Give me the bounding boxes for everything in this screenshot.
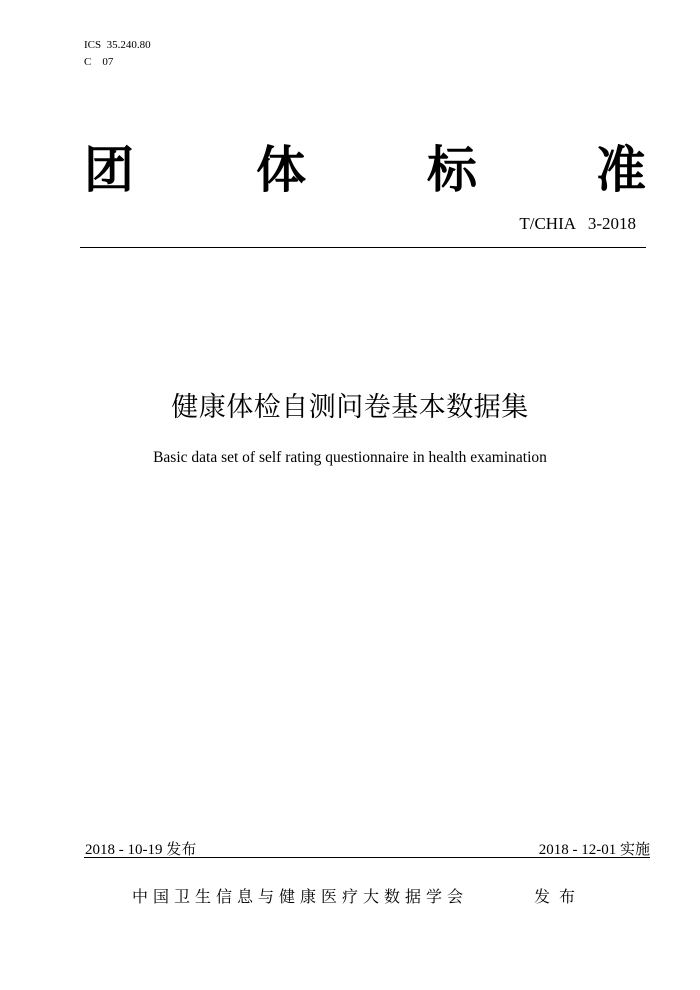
issue-label: 发布 xyxy=(534,887,585,906)
standard-type-char-2: 体 xyxy=(256,141,306,199)
standard-type-char-4: 准 xyxy=(596,141,646,199)
document-title-chinese: 健康体检自测问卷基本数据集 xyxy=(171,392,529,423)
standard-number: T/CHIA 3-2018 xyxy=(519,214,636,233)
classification-block xyxy=(84,37,151,71)
publisher-name: 中国卫生信息与健康医疗大数据学会 xyxy=(132,887,469,906)
implementation-date: 2018 - 12-01 实施 xyxy=(538,842,650,858)
ccs-code: C 07 xyxy=(84,56,114,68)
ics-code: ICS 35.240.80 xyxy=(84,39,151,51)
standard-type-char-3: 标 xyxy=(427,141,477,199)
top-divider xyxy=(80,247,646,248)
standard-type-char-1: 团 xyxy=(84,141,134,199)
publish-date: 2018 - 10-19 发布 xyxy=(85,842,197,858)
bottom-divider xyxy=(84,857,650,858)
document-title-english: Basic data set of self rating questionnaire in health examination xyxy=(153,449,547,466)
standard-type-heading xyxy=(84,140,650,200)
